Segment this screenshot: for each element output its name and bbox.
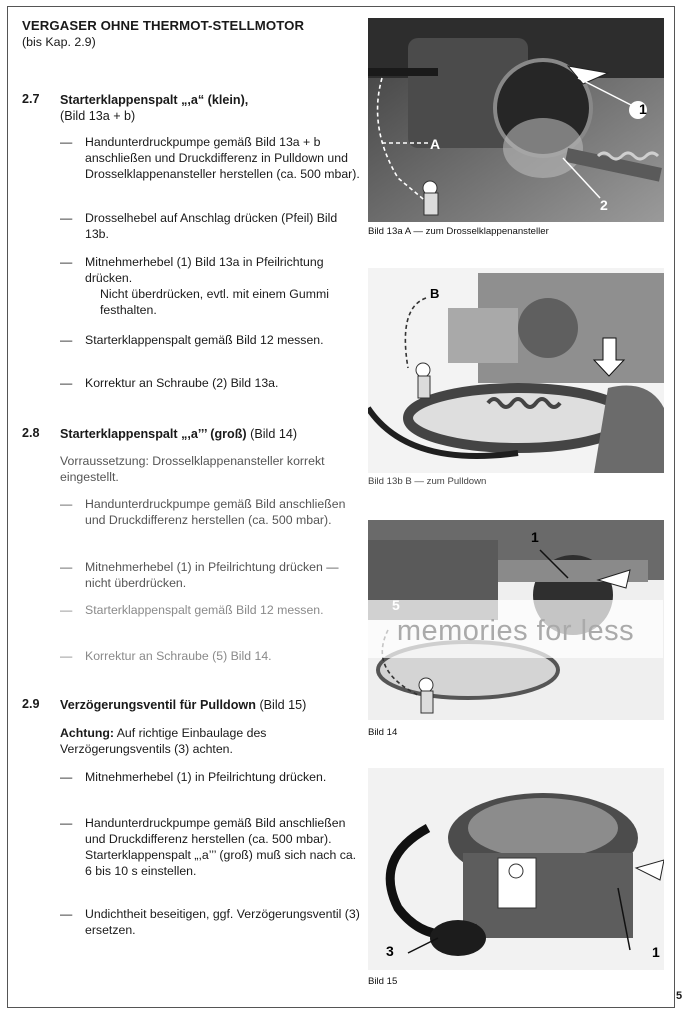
figure-13b-photo (368, 268, 664, 473)
list-item-text: Drosselhebel auf Anschlag drücken (Pfeil) Bild 13b. (85, 211, 338, 241)
list-item-text: Starterklappenspalt gemäß Bild 12 messen. (85, 603, 324, 617)
list-item-text: Undichtheit beseitigen, ggf. Verzögerungsventil (3) ersetzen. (85, 907, 360, 937)
section-title-ref: (Bild 15) (259, 698, 307, 712)
page-header: VERGASER OHNE THERMOT-STELLMOTOR (22, 18, 305, 33)
figure-13a-photo (368, 18, 664, 222)
list-item-note: Nicht überdrücken, evtl. mit einem Gummi festhalten. (100, 287, 329, 317)
section-title-bold: Starterklappenspalt „,a’’’ (groß) (60, 427, 247, 441)
attention-label: Achtung: (60, 726, 114, 740)
section-number: 2.8 (22, 426, 40, 440)
list-item-text: Handunterdruckpumpe gemäß Bild anschließen und Druckdifferenz herstellen (ca. 500 mbar). (85, 497, 346, 527)
list-item-text: Handunterdruckpumpe gemäß Bild anschließen und Druckdifferenz herstellen (ca. 500 mbar). (85, 816, 346, 846)
text-column (22, 18, 362, 49)
page-number: 5 (676, 990, 682, 1002)
page-subheader: (bis Kap. 2.9) (22, 35, 96, 49)
list-item-text: Mitnehmerhebel (1) Bild 13a in Pfeilrichtung drücken. (85, 255, 324, 285)
list-item-text: Korrektur an Schraube (5) Bild 14. (85, 649, 272, 663)
list-item-text: Mitnehmerhebel (1) in Pfeilrichtung drücken. (85, 770, 327, 784)
figure-label: B (430, 286, 440, 301)
section-number: 2.9 (22, 697, 40, 711)
figure-label: 1 (531, 529, 539, 545)
attention-note (60, 725, 355, 757)
section-title (60, 697, 360, 713)
list-item-text: Korrektur an Schraube (2) Bild 13a. (85, 376, 279, 390)
figure-caption: Bild 14 (368, 727, 398, 738)
section-title (60, 426, 360, 442)
list-item-text: Mitnehmerhebel (1) in Pfeilrichtung drücken — nicht überdrücken. (85, 560, 339, 590)
figure-caption: Bild 13b B — zum Pulldown (368, 476, 487, 487)
figure-label: A (430, 136, 441, 152)
section-number: 2.7 (22, 92, 40, 106)
section-title-ref: (Bild 14) (250, 427, 298, 441)
section-title (60, 92, 360, 124)
figure-caption: Bild 13a A — zum Drosselklappenansteller (368, 226, 549, 237)
precondition-text: Vorraussetzung: Drosselklappenansteller korrekt eingestellt. (60, 454, 325, 484)
list-item-note: Starterklappenspalt „,a’’’ (groß) muß sich nach ca. 6 bis 10 s einstellen. (85, 848, 357, 878)
section-title-bold: Starterklappenspalt „,a“ (klein), (60, 93, 249, 107)
watermark: memories for less (368, 600, 663, 658)
figure-label: 2 (600, 197, 608, 213)
figure-caption: Bild 15 (368, 976, 398, 987)
section-title-ref: (Bild 13a + b) (60, 109, 136, 123)
list-item-text: Starterklappenspalt gemäß Bild 12 messen. (85, 333, 324, 347)
section-title-bold: Verzögerungsventil für Pulldown (60, 698, 256, 712)
figure-15-photo (368, 768, 664, 970)
figure-label: 1 (652, 944, 660, 960)
figure-label: 1 (639, 101, 647, 117)
figure-label: 3 (386, 943, 394, 959)
attention-text: Auf richtige Einbaulage des Verzögerungsventils (3) achten. (60, 726, 267, 756)
list-item-text: Handunterdruckpumpe gemäß Bild 13a + b anschließen und Druckdifferenz in Pulldown und Drosselklappenansteller herstellen (ca. 500 mbar). (85, 135, 360, 181)
